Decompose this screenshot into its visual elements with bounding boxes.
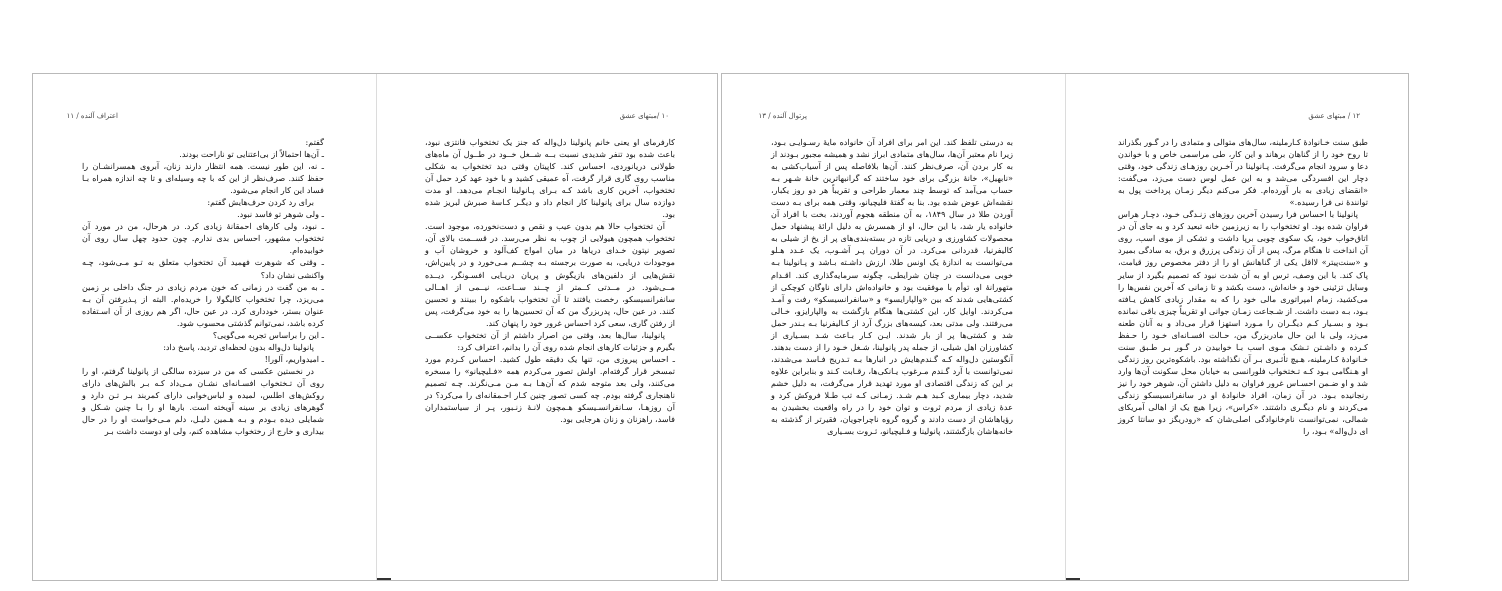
text-column <box>771 136 1013 437</box>
page-13 <box>722 74 1065 580</box>
paragraph: ـ وقتی که شوهرت فهمید آن تختخواب متعلق به تـو مـی‌شود، چـه واکنشی نشان داد؟ <box>82 257 324 280</box>
paragraph: طبق سنت خـانوادهٔ کـارملینه، سال‌های متوالی و متمادی را در گـور بگذراند تا روح خود را از گناهان برهاند و این کار، طی مراسمی خاص و با خواندن دعا و سرود انجام می‌گرفت. پـانولینا در آخـرین روزهـای زندگی خود، وقتی دچار این افسردگی می‌شد و به این عمل لوس دست می‌زد، می‌گفت: «انقضای زیادی به بار آورده‌ام. فکر می‌کنم دیگر زمـان پرداخت پول به توانندهٔ نی فرا رسیده.» <box>1118 137 1368 208</box>
text-column <box>425 136 675 425</box>
page-edge-mark <box>1066 578 1080 580</box>
page-10 <box>377 74 718 580</box>
paragraph: ـ امیدواریم، آلورا! <box>264 353 324 364</box>
running-head: پرتوال آلنده / ۱۳ <box>758 112 807 120</box>
paragraph: ـ این را براساس تجربه می‌گویی؟ <box>212 329 324 340</box>
paragraph: پانولینا با احساس فرا رسیدن آخرین روزهای زنـدگی خـود، دچـار هراس فراوان شده بود. او تختخواب را به زیرزمین خانه تبعید کرد و به جای آن در اتاق‌خواب خود، یک سکوی چوبی برپا داشت و تشکی از موی اسب، روی آن انداخت تا هنگام مرگ، پس از آن زندگی پرزرق و برق، به سادگی بمیرد و «سنت‌پیتر» لااقل یکی از گناهانش او را از دفتر مخصوص روز قیامت، پاک کند. با این وصف، ترس او به آن شدت نبود که تصمیم بگیرد از سایر وسایل تزئینی خود و خانه‌اش، دست بکشد و تا زمانی که آخرین نفس‌ها را می‌کشید، زمام امپراتوری مالی خود را که به مقدار زیادی کاهش یـافته بـود، بـه دست داشت. از شـجاعت زمـان جوانی او تقریباً چیزی باقی نمانده بـود و بسـیار کـم دیگـران را مـورد استهزا قرار می‌داد و به آنان طعنه می‌زد، ولی با این حال مادربزرگ من، حـالت افسـانه‌ای خـود را حـفظ کـرده و داشـتن تـشک مـوی اسب بـا خوابیدن در گـور بـر طـبق سنت خـانوادهٔ کـارملینه، هـیچ تأثـیری بـر آن نگذاشته بود. باشکوه‌ترین روز زندگی او هـنگامی بـود کـه تـختخواب فلورانسی به خیابان محل سکونت آن‌ها وارد شد و او ضـمن احسـاس غرور فراوان به دلیل داشتن آن، شوهر خود را نیز رنجانیده بـود. در آن زمان، افراد خانوادهٔ او در سانفرانسیسکو زندگی می‌کردند و نام دیگـری داشتند. «کراس»، زیرا هیچ یک از اهالی آمریکای شمالی، نمی‌توانست نام‌خانوادگی اصلی‌شان که «رودریگز دو سانتا کروز ای دل‌واله» بـود، را <box>1118 209 1368 437</box>
running-head: ۱۲ / مبتهای عشق <box>1308 112 1360 120</box>
paragraph: ـ احساس پیروزی من، تنها یک دقیقه طول کشید. احساس کـردم مورد تمسخر قرار گرفته‌ام. اولش تصور می‌کردم همه «فـلیچیانو» را مسخره می‌کنند، ولی بعد متوجه شدم که آن‌هـا بـه مـن مـی‌نگرند. چـه تصمیم ناهنجاری گرفته بودم. چه کسی تصور چنین کـار احـمقانه‌ای را می‌کرد؟ در آن روزهـا، سـانفرانسـیسکو هـمچون لانـهٔ زنـبور، پـر از سیاستمداران فاسد، راهزنان و زنان هرجایی بود. <box>425 353 675 425</box>
paragraph: آن تختخواب حالا هم بدون عیب و نقص و دست‌نخورده، موجود است. تختخواب همچون هیولایی از چوب به نظر می‌رسد. در قســمت بالای آن، تصویر نپتون خـدای دریاها در میان امواج کف‌آلود و خروشان آب و موجودات دریایی، به صورت برجسته بـه چشــم مـی‌خورد و در پایین‌اش، نقش‌هایی از دلفین‌های بازیگوش و پریان دریـایی افسـونگر، دیــده مــی‌شود. در مــدتی کــمتر از چــند ســاعت، نیــمی از اهــالی سانفرانسیسکو، رخصت یافتند تا آن تختخواب باشکوه را ببینند و تحسین کنند. در عین حال، پدربزرگ من که آن تحسین‌ها را به خود می‌گرفت، پس از رفتن گاری، سعی کرد احساس غرور خود را پنهان کند. <box>425 221 675 328</box>
page-spread-right <box>721 73 1409 581</box>
page-12 <box>1066 74 1409 580</box>
text-column <box>82 136 324 437</box>
page-11 <box>33 74 376 580</box>
paragraph: در نخستین عکسی که من در سیزده سالگی از پانولینا گرفتم، او را روی آن تـختخواب افسـانه‌ای نشـان مـی‌داد کـه بـر بالش‌های دارای روکش‌های اطلس، لمیده و لباس‌خوابی دارای کمربند بـر تـن دارد و گوهرهای زیادی بر سینه آویخته است. بارها او را بـا چنین شـکل و شمایلی دیده بـودم و بـه هـمین دلیـل، دلم مـی‌خواست او را در حال بیداری و خارج از رختخواب مشاهده کنم، ولی او دوست داشت بـر <box>82 365 324 437</box>
paragraph: ـ به من گفت در زمانی که خون مردم زیادی در جنگ داخلی بر زمین می‌ریزد، چرا تختخواب کالیگولا را خریده‌ام. البته از پـذیرفتن آن بـه عنوان بستر، خودداری کرد. در عین حال، اگر هم روزی از آن اسـتفاده کرده باشد، نمی‌توانم گذشتی محسوب شود. <box>82 281 324 328</box>
running-head: ۱۰ /مبتهای عشق <box>619 112 669 120</box>
paragraph: کارفرمای او یعنی خانم پانولینا دل‌واله که جنز یک تختخواب فانتزی نبود، باعث شده بود تنفر شدیدی نسبت بــه شــغل خــود در طــول آن ماه‌های طولانی دریانوردی، احساس کند. کاپیتان وقتی دید تختخواب به شکلی مناسب روی گاری قرار گرفت، آه عمیقی کشید و با خود عهد کرد حمل آن تختخواب، آخرین کاری باشد کـه بـرای پـانولینا انجـام می‌دهد. او مدت دوازده سال برای پانولینا کار انجام داد و دیگـر کـاسهٔ صبرش لبریز شده بود. <box>425 137 675 220</box>
paragraph: پانولینا، سال‌ها بعد، وقتی من اصرار داشتم از آن تختخواب عکســی بگیرم و جزئیات کارهای انجام شده روی آن را بدانم، اعتراف کرد: <box>425 329 675 352</box>
paragraph: ـ نه، این طور نیست. همه انتظار دارند زنان، آبروی همسرانشـان را حفظ کنند. صرف‌نظر از این که با چه وسیله‌ای و تا چه اندازه همراه بـا فساد این کار انجام می‌شود. <box>82 161 324 196</box>
paragraph: ـ آن‌ها احتمالاً از بی‌اعتنایی تو ناراحت بودند. <box>179 149 324 160</box>
paragraph: به درستی تلفظ کند. این امر برای افراد آن خانواده مایهٔ رسـوایـی بـود، زیرا نام معتبر آن‌ها، سال‌های متمادی ابراز نشد و همیشه مجبور بـودند از به کار بردن آن، صرف‌نظر کنند. آن‌ها بلافاصله پس از آسیاب‌کشی به «نابهیل»، خانهٔ بزرگی برای خود ساختند که گرانبهاترین خانهٔ شـهر بـه حساب می‌آمد که توسط چند معمار طراحی و تقریباً هر دو روز یکبار، نقشه‌اش عوض شده بود. بنا به گفتهٔ فلیچیانو، وقتی همه برای بـه دست آوردن طلا در سال ۱۸۴۹، به آن منطقه هجوم آوردند، بخت با افراد آن خانواده یار شد، با این حال، او از همسرش به دلیل ارائهٔ پیشنهاد حمل محصولات کشاورزی و دریایی تازه در بسته‌بندی‌های پر از یخ از شیلی به کالیفرنیا، قدردانی می‌کرد. در آن دوران پـر آشـوب، یک عـدد هـلو می‌توانست به اندازهٔ یک اونس طلا، ارزش داشـته بـاشد و پـانولینا بـه خوبی می‌دانست در چنان شرایطی، چگونه سرمایه‌گذاری کند. اقـدام متهورانهٔ او، توأم با موفقیت بود و خانواده‌اش دارای ناوگان کوچکی از کشتی‌هایی شدند که بین «والپارایسو» و «سانفرانسیسکو» رفت و آمـد می‌کردند. اوایل کار، این کشتی‌ها هنگام بازگشت به والپارایزو، خـالی می‌رفتند. ولی مدتی بعد، کیسه‌های بزرگ آرد از کـالیفرنیا بـه بـندر حمل شد و کشتی‌ها پر از بار شدند. ایـن کـار بـاعث شـد بسـیاری از کشاورزان اهل شیلی، از جمله پدر پانولینا، شـغل خـود را از دست بدهند. آنگوستین دل‌واله کـه گـندم‌هایش در انبارها بـه تـدریج فـاسد می‌شدند، نمی‌توانست با آرد گـندم مـرغوب یـانکی‌ها، رقـابت کـند و بنابراین علاوه بر این که زندگی اقتصادی او مورد تهدید قرار می‌گرفت، به دلیل خشم شدید، دچار بیماری کـبد هـم شـد. زمـانی کـه تب طـلا فروکش کرد و عدهٔ زیادی از مردم ثروت و توان خود را در راه واقعیت بخشیدن به رؤیاهاشان از دست دادند و گروه گروه ناچراجویان، فقیرتر از گذشته به خانه‌هاشان بازگشتند، پانولینا و فـلیچیانو، ثـروت بسـیاری <box>771 137 1013 437</box>
paragraph: ـ ولی شوهر تو فاسد نبود. <box>237 209 324 220</box>
paragraph: برای رد کردن حرف‌هایش گفتم: <box>207 197 314 208</box>
text-column <box>1118 136 1368 437</box>
page-edge-mark <box>377 578 391 580</box>
paragraph: پانولینا دل‌واله بدون لحظه‌ای تردید، پاسخ داد: <box>163 341 314 352</box>
paragraph: گفتم: <box>305 137 324 147</box>
page-spread-left <box>32 73 718 581</box>
paragraph: ـ نبود، ولی کارهای احمقانهٔ زیادی کرد. در هرحال، من در مورد آن تختخواب مشهور، احساس بدی ندارم. چون حدود چهل سال روی آن خوابیده‌ام. <box>82 221 324 256</box>
running-head: اعتراف آلنده / ۱۱ <box>66 112 118 120</box>
